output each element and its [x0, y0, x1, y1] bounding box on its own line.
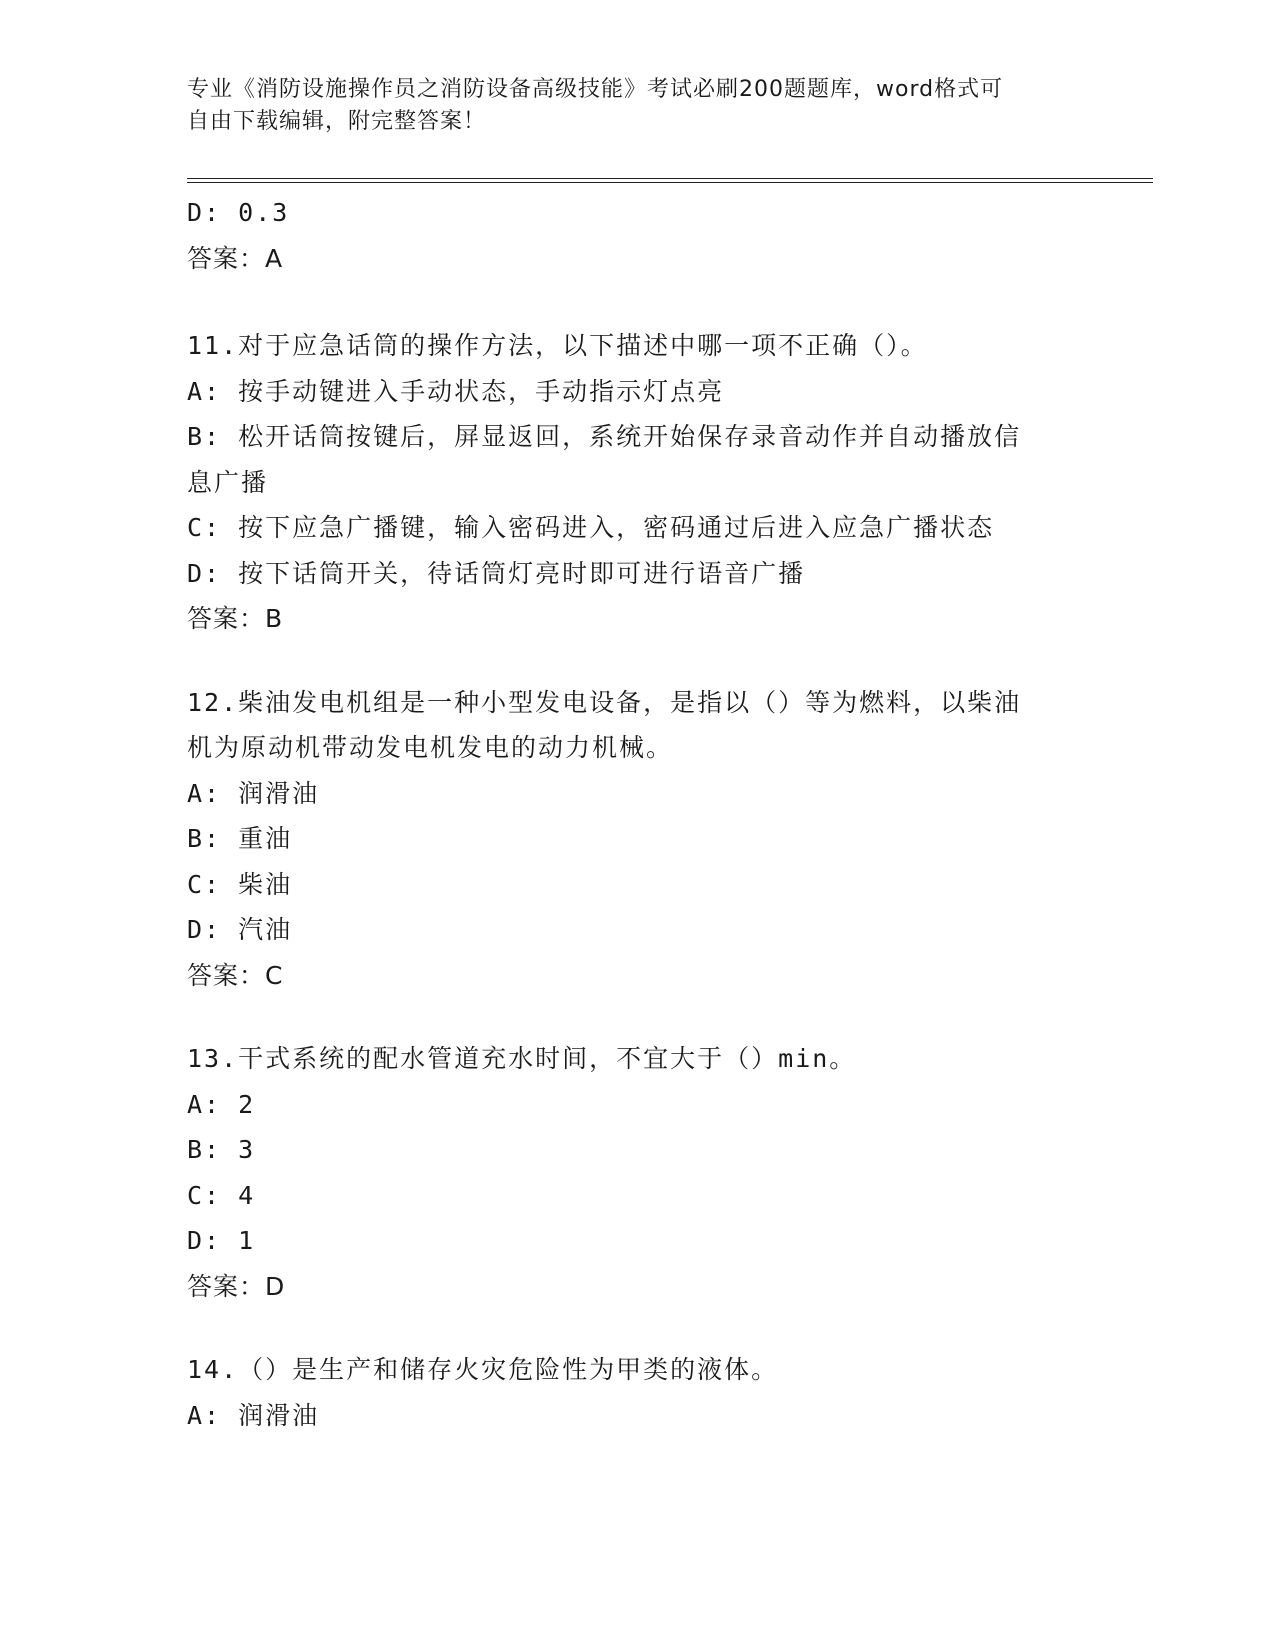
header-divider-bottom [187, 182, 1153, 183]
spacer [187, 998, 1087, 1036]
spacer [187, 1309, 1087, 1347]
q12-stem-line-2: 机为原动机带动发电机发电的动力机械。 [187, 733, 674, 762]
q14-option-a: A: 润滑油 [187, 1400, 320, 1430]
q12-option-d: D: 汽油 [187, 915, 293, 944]
q12-stem-line-1: 12.柴油发电机组是一种小型发电设备，是指以（）等为燃料，以柴油 [187, 687, 1022, 717]
question-12 [187, 680, 1087, 999]
question-11 [187, 323, 1087, 642]
q11-option-c: C: 按下应急广播键，输入密码进入，密码通过后进入应急广播状态 [187, 513, 995, 542]
q11-option-a: A: 按手动键进入手动状态，手动指示灯点亮 [187, 376, 725, 406]
q11-option-b-line-1: B: 松开话筒按键后，屏显返回，系统开始保存录音动作并自动播放信 [187, 422, 1022, 451]
q13-stem: 13.干式系统的配水管道充水时间，不宜大于（）min。 [187, 1044, 857, 1073]
q13-option-d: D: 1 [187, 1226, 256, 1255]
q12-option-b: B: 重油 [187, 824, 293, 853]
q12-option-a: A: 润滑油 [187, 778, 320, 808]
q11-answer: 答案：B [187, 604, 284, 633]
q10-answer: 答案：A [187, 243, 284, 273]
q13-option-b: B: 3 [187, 1135, 256, 1164]
header-title-line-2: 自由下载编辑，附完整答案！ [187, 109, 487, 134]
header-divider-top [187, 178, 1153, 179]
q10-option-d: D: 0.3 [187, 198, 290, 227]
question-content [187, 190, 1087, 1438]
q13-option-c: C: 4 [187, 1180, 256, 1210]
header-title-line-1: 专业《消防设施操作员之消防设备高级技能》考试必刷200题题库，word格式可 [187, 77, 1004, 102]
question-13 [187, 1036, 1087, 1309]
document-header [187, 74, 1067, 138]
q11-option-d: D: 按下话筒开关，待话筒灯亮时即可进行语音广播 [187, 558, 806, 588]
q11-stem: 11.对于应急话筒的操作方法，以下描述中哪一项不正确（）。 [187, 331, 928, 360]
q12-option-c: C: 柴油 [187, 869, 293, 899]
q12-answer: 答案：C [187, 960, 284, 990]
spacer [187, 642, 1087, 680]
q13-answer: 答案：D [187, 1271, 286, 1301]
question-14 [187, 1347, 1087, 1438]
q14-stem: 14.（）是生产和储存火灾危险性为甲类的液体。 [187, 1355, 779, 1384]
q13-option-a: A: 2 [187, 1089, 256, 1119]
q11-option-b-line-2: 息广播 [187, 467, 269, 497]
question-10-tail [187, 190, 1087, 281]
spacer [187, 281, 1087, 323]
